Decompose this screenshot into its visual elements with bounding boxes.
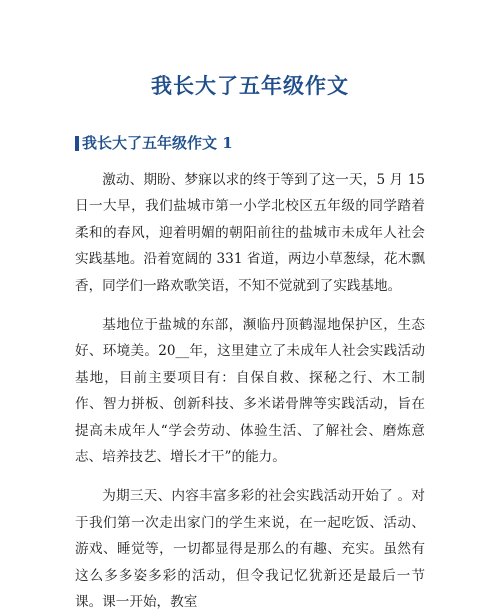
section-heading-text: 我长大了五年级作文 1 — [82, 134, 233, 152]
paragraph-1: 激动、期盼、梦寐以求的终于等到了这一天，5 月 15 日一大早，我们盐城市第一小学北校区五年级的同学踏着柔和的春风，迎着明媚的朝阳前往的盐城市未成年人社会实践基地。沿着宽阔的 331 省道，两边小草葱绿，花木飘香，同学们一路欢歌笑语，不知不觉就到了实践基地。 — [75, 172, 425, 294]
document-title: 我长大了五年级作文 — [151, 73, 349, 98]
paragraph-3: 为期三天、内容丰富多彩的社会实践活动开始了 。对于我们第一次走出家门的学生来说，在一起吃饭、活动、游戏、睡觉等，一切都显得是那么的有趣、充实。虽然有这么多多姿多彩的活动，但令我记忆犹新还是最后一节课。课一开始，教室 — [75, 488, 425, 611]
heading-marker-bar — [75, 136, 79, 151]
paragraph-2: 基地位于盐城的东部，濒临丹顶鹤湿地保护区，生态好、环境美。20__年，这里建立了未成年人社会实践活动基地，目前主要项目有：自保自救、探秘之行、木工制作、智力拼板、创新科技、多米诺骨牌等实践活动，旨在提高未成年人“学会劳动、体验生活、了解社会、磨炼意志、培养技艺、增长才干”的能力。 — [75, 317, 425, 466]
section-heading — [75, 132, 233, 154]
body-text — [75, 167, 425, 616]
